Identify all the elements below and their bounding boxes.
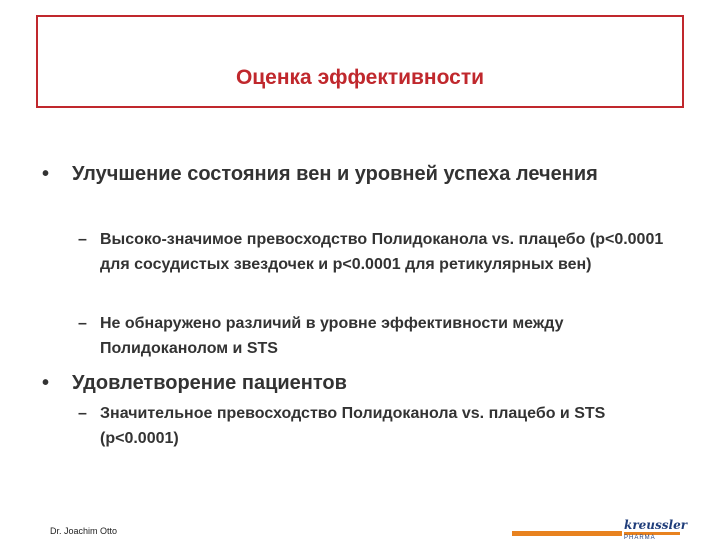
logo-subtext: PHARMA <box>624 535 656 541</box>
dash-marker: – <box>78 315 87 332</box>
logo-wordmark: kreussler <box>624 518 688 532</box>
subbullet-satisfaction-superiority <box>78 401 688 451</box>
bullet-vein-improvement <box>42 160 662 189</box>
bullet-text: Удовлетворение пациентов <box>72 372 347 394</box>
dash-marker: – <box>78 231 87 248</box>
slide-title: Оценка эффективности <box>235 66 485 89</box>
dash-marker: – <box>78 405 87 422</box>
bullet-marker: • <box>42 372 50 394</box>
subbullet-no-difference <box>78 311 688 361</box>
subbullet-text: Не обнаружено различий в уровне эффективности между Полидоканолом и STS <box>100 315 564 357</box>
footer-author: Dr. Joachim Otto <box>50 526 118 536</box>
title-box <box>36 15 684 108</box>
bullet-text: Улучшение состояния вен и уровней успеха лечения <box>72 163 598 185</box>
subbullet-polidocanol-superiority <box>78 227 688 277</box>
subbullet-text: Высоко-значимое превосходство Полидоканола vs. плацебо (p<0.0001 для сосудистых звездочек и p<0.0001 для ретикулярных вен) <box>100 231 664 273</box>
footer-orange-bar <box>512 531 622 536</box>
kreussler-logo <box>624 516 688 541</box>
subbullet-text: Значительное превосходство Полидоканола vs. плацебо и STS (p<0.0001) <box>100 405 606 447</box>
bullet-marker: • <box>42 163 50 185</box>
bullet-patient-satisfaction <box>42 369 662 398</box>
